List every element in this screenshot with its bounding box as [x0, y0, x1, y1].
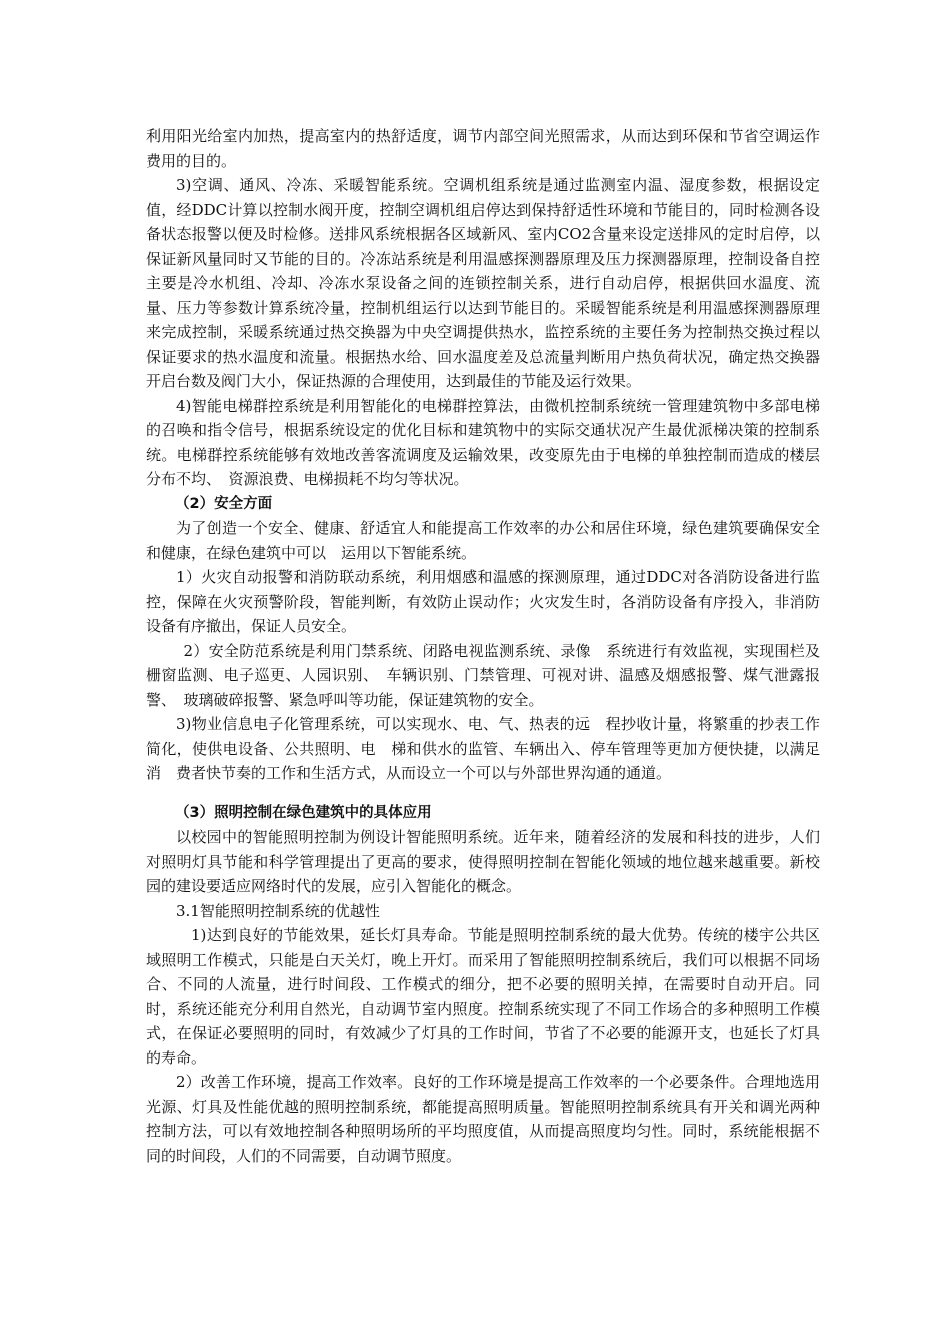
paragraph-intro-tail: 利用阳光给室内加热，提高室内的热舒适度，调节内部空间光照需求，从而达到环保和节省空调运作费用的目的。: [146, 127, 820, 170]
paragraph-property-management: 3)物业信息电子化管理系统，可以实现水、电、气、热表的远 程抄收计量，将繁重的抄表工作简化，使供电设备、公共照明、电 梯和供水的监管、车辆出入、停车管理等更加方便快捷，以满足消 费者快节奏的工作和生活方式，从而设立一个可以与外部世界沟通的通道。: [146, 715, 820, 782]
paragraph-security-system: 2）安全防范系统是利用门禁系统、闭路电视监测系统、录像 系统进行有效监视，实现围栏及栅窗监测、电子巡更、人园识别、 车辆识别、门禁管理、可视对讲、温感及烟感报警、煤气泄露报警、 玻璃破碎报警、紧急呼叫等功能，保证建筑物的安全。: [146, 641, 820, 709]
paragraph-hvac-system: 3)空调、通风、冷冻、采暖智能系统。空调机组系统是通过监测室内温、湿度参数，根据设定值，经DDC计算以控制水阀开度，控制空调机组启停达到保持舒适性环境和节能目的，同时检测各设备状态报警以便及时检修。送排风系统根据各区域新风、室内CO2含量来设定送排风的定时启停，以保证新风量同时又节能的目的。冷冻站系统是利用温感探测器原理及压力探测器原理，控制设备自控主要是冷水机组、冷却、冷冻水泵设备之间的连锁控制关系，进行自动启停，根据供回水温度、流量、压力等参数计算系统冷量，控制机组运行以达到节能目的。采暖智能系统是利用温感探测器原理来完成控制，采暖系统通过热交换器为中央空调提供热水，监控系统的主要任务为控制热交换过程以保证要求的热水温度和流量。根据热水给、回水温度差及总流量判断用户热负荷状况，确定热交换器开启台数及阀门大小，保证热源的合理使用，达到最佳的节能及运行效果。: [146, 176, 820, 390]
heading-lighting-control: （3）照明控制在绿色建筑中的具体应用: [175, 804, 432, 821]
subheading-3-1: 3.1智能照明控制系统的优越性: [176, 901, 380, 920]
paragraph-lighting-intro: 以校园中的智能照明控制为例设计智能照明系统。近年来，随着经济的发展和科技的进步，人们对照明灯具节能和科学管理提出了更高的要求，使得照明控制在智能化领域的地位越来越重要。新校园的建设要适应网络时代的发展，应引入智能化的概念。: [146, 828, 820, 895]
paragraph-safety-intro: 为了创造一个安全、健康、舒适宜人和能提高工作效率的办公和居住环境，绿色建筑要确保安全和健康，在绿色建筑中可以 运用以下智能系统。: [146, 519, 820, 562]
document-body: [146, 124, 820, 1168]
paragraph-energy-saving: 1)达到良好的节能效果，延长灯具寿命。节能是照明控制系统的最大优势。传统的楼宇公共区域照明工作模式，只能是白天关灯，晚上开灯。而采用了智能照明控制系统后，我们可以根据不同场合、不同的人流量，进行时间段、工作模式的细分，把不必要的照明关掉，在需要时自动开启。同时，系统还能充分利用自然光，自动调节室内照度。控制系统实现了不同工作场合的多种照明工作模式，在保证必要照明的同时，有效减少了灯具的工作时间，节省了不必要的能源开支，也延长了灯具的寿命。: [146, 926, 820, 1067]
paragraph-fire-alarm: 1）火灾自动报警和消防联动系统，利用烟感和温感的探测原理，通过DDC对各消防设备进行监控，保障在火灾预警阶段，智能判断，有效防止误动作；火灾发生时，各消防设备有序投入，非消防设备有序撤出，保证人员安全。: [146, 568, 820, 635]
heading-safety: （2）安全方面: [175, 495, 273, 512]
paragraph-work-environment: 2）改善工作环境，提高工作效率。良好的工作环境是提高工作效率的一个必要条件。合理地选用光源、灯具及性能优越的照明控制系统，都能提高照明质量。智能照明控制系统具有开关和调光两种控制方法，可以有效地控制各种照明场所的平均照度值，从而提高照度均匀性。同时，系统能根据不同的时间段，人们的不同需要，自动调节照度。: [146, 1073, 820, 1165]
paragraph-elevator-system: 4)智能电梯群控系统是利用智能化的电梯群控算法，由微机控制系统统一管理建筑物中多部电梯的召唤和指令信号，根据系统设定的优化目标和建筑物中的实际交通状况产生最优派梯决策的控制系统。电梯群控系统能够有效地改善客流调度及运输效果，改变原先由于电梯的单独控制而造成的楼层分布不均、 资源浪费、电梯损耗不均匀等状况。: [146, 396, 820, 488]
